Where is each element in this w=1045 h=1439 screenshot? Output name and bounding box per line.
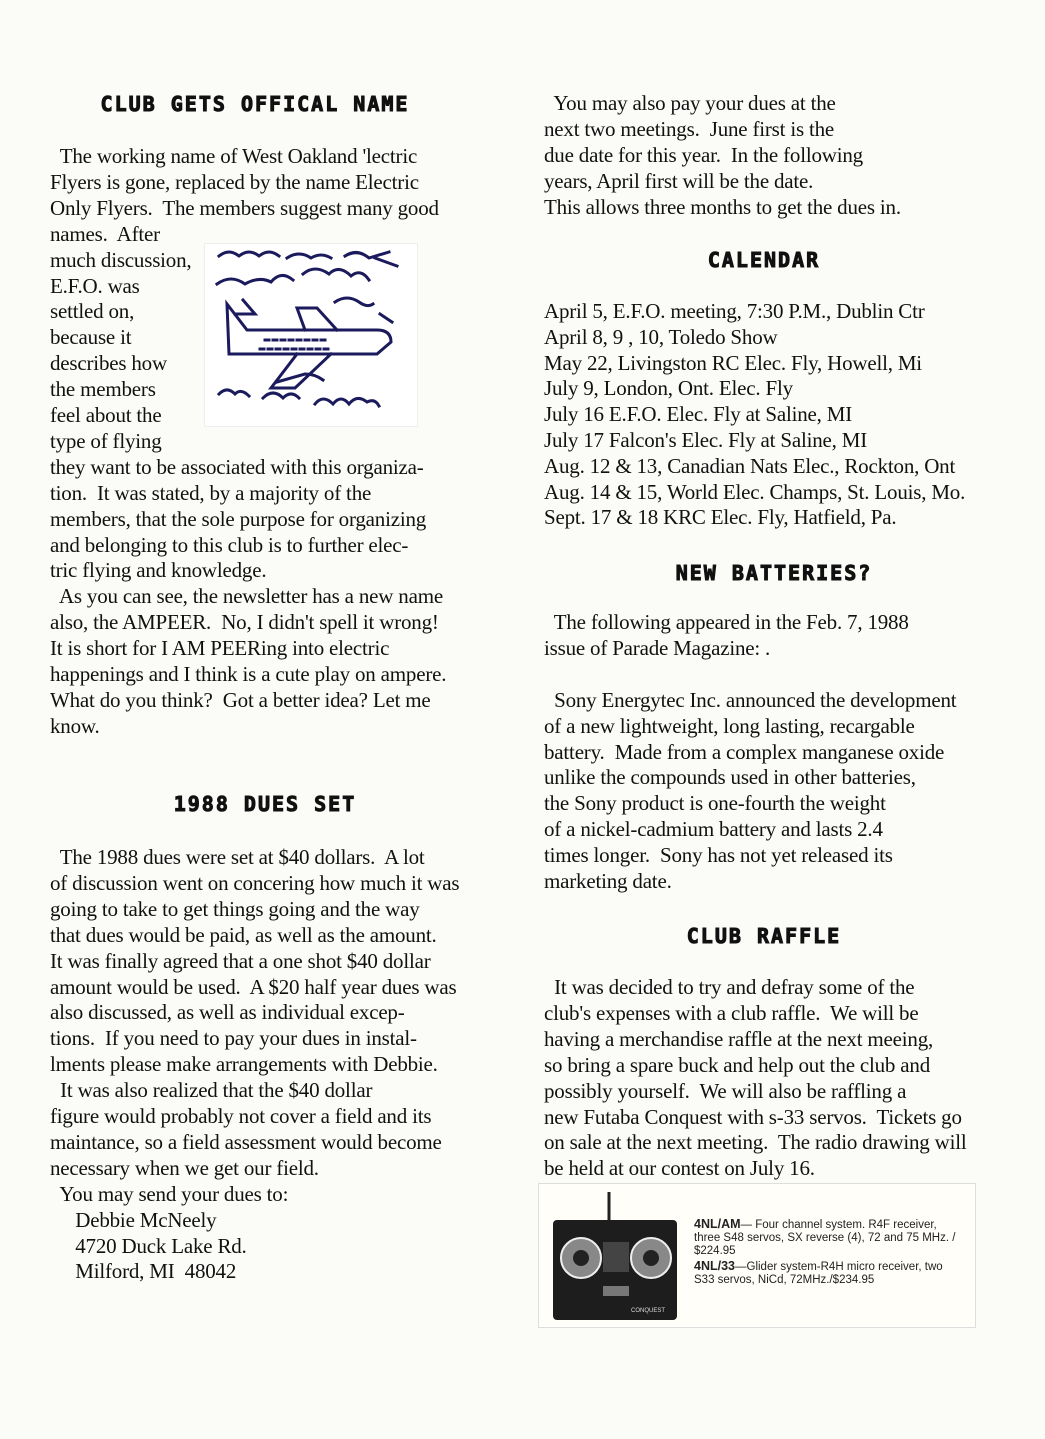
text-line: maintance, so a field assessment would become xyxy=(50,1129,442,1154)
text-line: know. xyxy=(50,713,100,738)
text-line: describes how xyxy=(50,351,167,376)
text-line: You may send your dues to: xyxy=(50,1181,289,1206)
text-line: April 8, 9 , 10, Toledo Show xyxy=(544,324,778,349)
text-line: Flyers is gone, replaced by the name Electric xyxy=(50,169,419,194)
text-line: The following appeared in the Feb. 7, 1988 xyxy=(544,610,909,634)
text-line: new Futaba Conquest with s-33 servos. Tickets go xyxy=(544,1104,962,1129)
ad-text xyxy=(694,1218,964,1289)
text-line: possibly yourself. We will also be raffling a xyxy=(544,1078,907,1103)
text-line: club's expenses with a club raffle. We will be xyxy=(544,1000,919,1025)
text-line: Milford, MI 48042 xyxy=(50,1259,237,1284)
radio-transmitter-icon xyxy=(547,1190,687,1324)
airplane-illustration xyxy=(204,243,418,427)
text-line: issue of Parade Magazine: . xyxy=(544,635,771,660)
text-line: years, April first will be the date. xyxy=(544,168,814,193)
ad-desc-1: — Four channel system. R4F receiver, three S48 servos, SX reverse (4), 72 and 75 MHz. / $224.95 xyxy=(694,1219,956,1257)
text-line: much discussion, xyxy=(50,247,192,272)
text-line: necessary when we get our field. xyxy=(50,1155,319,1180)
heading-club-name: CLUB GETS OFFICAL NAME xyxy=(100,92,410,116)
text-line: of a new lightweight, long lasting, recargable xyxy=(544,713,915,738)
ad-model-2: 4NL/33 xyxy=(694,1259,735,1273)
text-line: that dues would be paid, as well as the amount. xyxy=(50,922,437,947)
heading-batteries: NEW BATTERIES? xyxy=(675,561,873,585)
radio-brand-label: CONQUEST xyxy=(631,1308,666,1314)
text-line: the members xyxy=(50,377,156,402)
text-line: Debbie McNeely xyxy=(50,1207,217,1232)
text-line: You may also pay your dues at the xyxy=(544,91,836,115)
text-line: so bring a spare buck and help out the club and xyxy=(544,1052,930,1077)
text-line: This allows three months to get the dues in. xyxy=(544,194,901,219)
ad-desc-2: —Glider system-R4H micro receiver, two S33 servos, NiCd, 72MHz./$234.95 xyxy=(694,1261,943,1286)
airplane-icon xyxy=(205,244,417,426)
text-line: figure would probably not cover a field and its xyxy=(50,1104,432,1128)
text-line: Sony Energytec Inc. announced the development xyxy=(544,687,957,712)
text-line: It was finally agreed that a one shot $40 dollar xyxy=(50,948,431,973)
text-line: next two meetings. June first is the xyxy=(544,116,835,141)
text-line: due date for this year. In the following xyxy=(544,142,863,167)
text-line: Aug. 14 & 15, World Elec. Champs, St. Louis, Mo. xyxy=(544,479,966,504)
text-line: Sept. 17 & 18 KRC Elec. Fly, Hatfield, Pa. xyxy=(544,505,897,530)
text-line: and belonging to this club is to further elec- xyxy=(50,532,409,557)
text-line: marketing date. xyxy=(544,869,672,893)
text-line: It is short for I AM PEERing into electric xyxy=(50,636,390,661)
text-line: going to take to get things going and the way xyxy=(50,896,420,921)
text-line: tric flying and knowledge. xyxy=(50,558,267,583)
ad-model-1: 4NL/AM xyxy=(694,1217,741,1231)
text-line: As you can see, the newsletter has a new name xyxy=(50,584,443,609)
text-line: because it xyxy=(50,325,132,350)
text-line: be held at our contest on July 16. xyxy=(544,1156,815,1181)
text-line: of a nickel-cadmium battery and lasts 2.4 xyxy=(544,817,883,842)
text-line: also discussed, as well as individual excep- xyxy=(50,1000,405,1025)
text-line: Aug. 12 & 13, Canadian Nats Elec., Rockton, Ont xyxy=(544,453,956,478)
text-line: May 22, Livingston RC Elec. Fly, Howell, Mi xyxy=(544,350,922,375)
text-line: tion. It was stated, by a majority of the xyxy=(50,480,372,505)
text-line: It was also realized that the $40 dollar xyxy=(50,1078,373,1103)
text-line: Only Flyers. The members suggest many good xyxy=(50,195,439,220)
text-line: feel about the xyxy=(50,403,162,427)
text-line: having a merchandise raffle at the next meeing, xyxy=(544,1026,934,1051)
text-line: times longer. Sony has not yet released its xyxy=(544,843,893,868)
text-line: names. After xyxy=(50,221,160,246)
text-line: of discussion went on concering how much it was xyxy=(50,870,460,895)
text-line: April 5, E.F.O. meeting, 7:30 P.M., Dublin Ctr xyxy=(544,299,925,323)
text-line: on sale at the next meeting. The radio drawing will xyxy=(544,1130,967,1155)
heading-raffle: CLUB RAFFLE xyxy=(686,924,842,948)
text-line: July 16 E.F.O. Elec. Fly at Saline, MI xyxy=(544,402,853,427)
text-line: The 1988 dues were set at $40 dollars. A lot xyxy=(50,845,425,869)
text-line: It was decided to try and defray some of the xyxy=(544,975,915,999)
text-line: amount would be used. A $20 half year dues was xyxy=(50,974,457,999)
text-line: type of flying xyxy=(50,428,162,453)
futaba-ad-clipping xyxy=(538,1183,976,1328)
text-line: unlike the compounds used in other batteries, xyxy=(544,765,916,790)
text-line: July 17 Falcon's Elec. Fly at Saline, MI xyxy=(544,428,867,452)
text-line: members, that the sole purpose for organizing xyxy=(50,506,427,531)
text-line: settled on, xyxy=(50,299,135,324)
text-line: The working name of West Oakland 'lectric xyxy=(50,144,418,168)
text-line: What do you think? Got a better idea? Let me xyxy=(50,687,431,712)
text-line: they want to be associated with this organiza- xyxy=(50,454,424,479)
text-line: 4720 Duck Lake Rd. xyxy=(50,1233,247,1258)
text-line: also, the AMPEER. No, I didn't spell it wrong! xyxy=(50,610,439,635)
text-line: E.F.O. was xyxy=(50,273,140,298)
text-line: July 9, London, Ont. Elec. Fly xyxy=(544,376,793,401)
text-line: battery. Made from a complex manganese oxide xyxy=(544,739,945,764)
text-line: lments please make arrangements with Debbie. xyxy=(50,1052,438,1077)
heading-calendar: CALENDAR xyxy=(707,248,821,272)
text-line: the Sony product is one-fourth the weight xyxy=(544,791,886,816)
text-line: happenings and I think is a cute play on ampere. xyxy=(50,662,447,686)
text-line: tions. If you need to pay your dues in instal- xyxy=(50,1026,417,1051)
heading-dues: 1988 DUES SET xyxy=(173,792,357,816)
